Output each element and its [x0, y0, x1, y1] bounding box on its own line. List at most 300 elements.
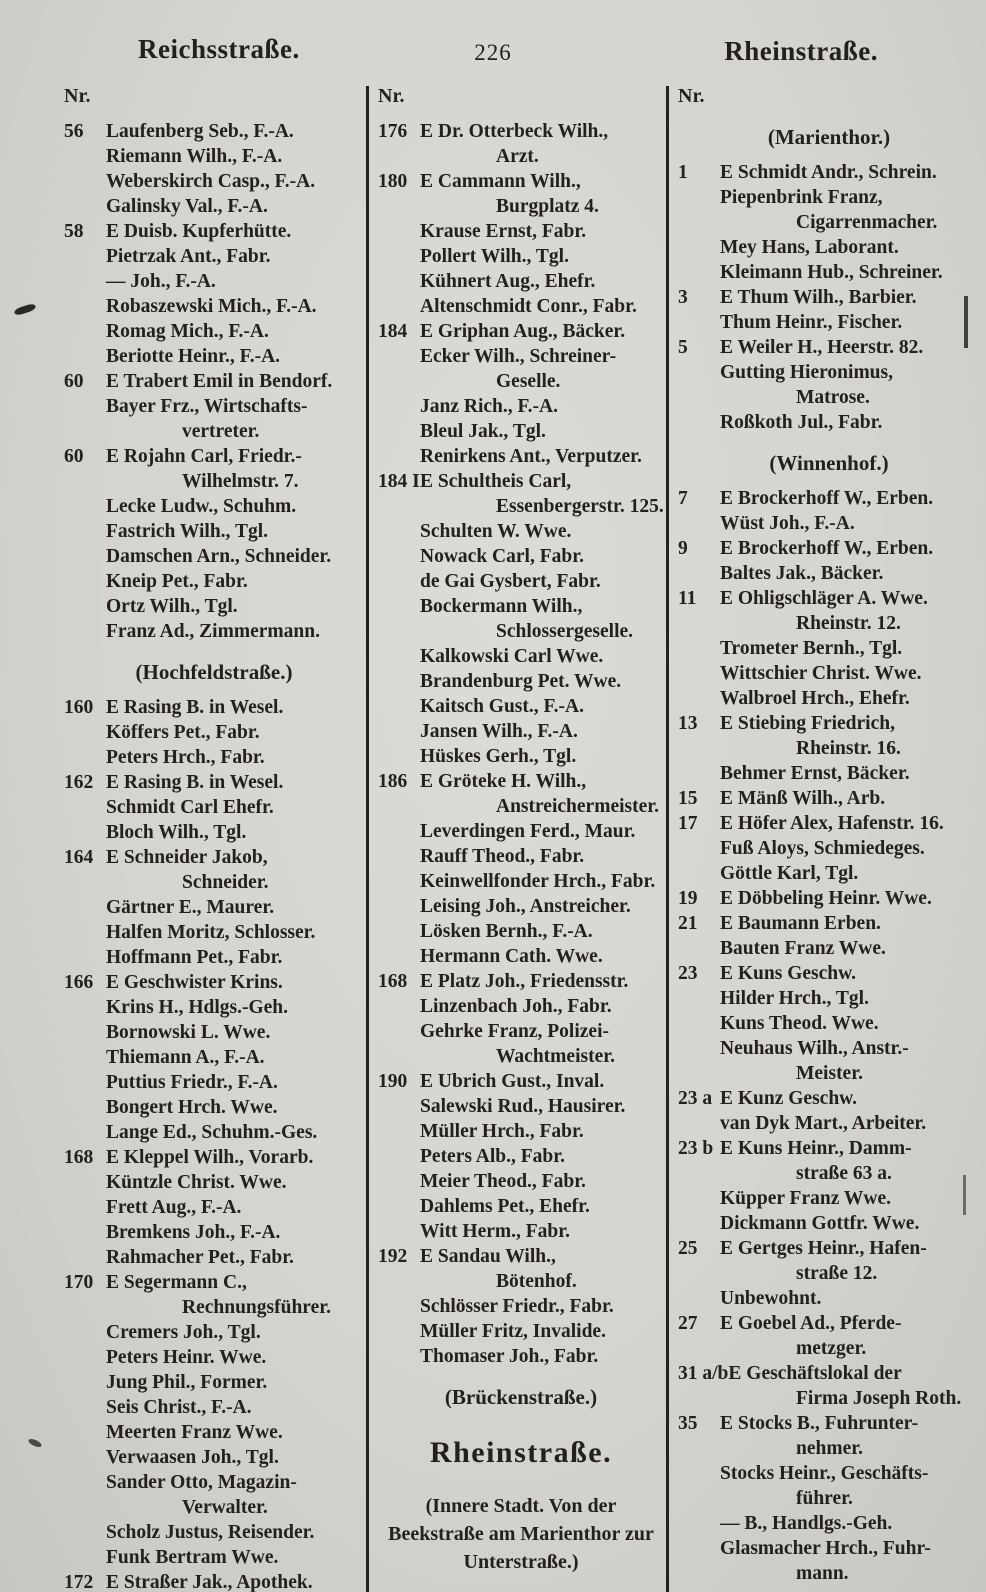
entry-continuation: mann. — [796, 1563, 849, 1584]
entry-text: Rahmacher Pet., Fabr. — [106, 1247, 294, 1268]
entry-line — [64, 1420, 364, 1445]
house-number — [64, 1220, 106, 1245]
house-number — [64, 1520, 106, 1545]
entry-text: Gehrke Franz, Polizei- — [420, 1021, 609, 1042]
street-note-line: (Innere Stadt. Von der — [425, 1495, 617, 1517]
nr-label: Nr. — [378, 85, 405, 107]
entry-text: E Schmidt Andr., Schrein. — [720, 162, 937, 183]
house-number: 184 — [378, 321, 408, 342]
entry-line — [378, 744, 664, 769]
house-number — [64, 269, 106, 294]
entry-line — [378, 269, 664, 294]
entry-line — [64, 394, 364, 419]
entry-text: Wittschier Christ. Wwe. — [720, 663, 922, 684]
column-middle — [378, 84, 664, 1576]
entry-text: E Kunz Geschw. — [720, 1088, 858, 1109]
entry-line — [64, 1470, 364, 1495]
entry-line — [678, 1511, 980, 1536]
house-number: 17 — [678, 813, 698, 834]
entry-text: van Dyk Mart., Arbeiter. — [720, 1113, 927, 1134]
entry-line — [678, 1236, 980, 1261]
entry-line — [64, 519, 364, 544]
house-number — [64, 1070, 106, 1095]
entry-continuation: Schneider. — [182, 872, 269, 893]
entry-line — [64, 695, 364, 720]
house-number: 15 — [678, 788, 698, 809]
house-number — [64, 1545, 106, 1570]
entry-line — [378, 294, 664, 319]
entry-line — [378, 1094, 664, 1119]
house-number — [64, 895, 106, 920]
house-number — [378, 219, 420, 244]
entry-text: E Trabert Emil in Bendorf. — [106, 371, 333, 392]
house-number: 176 — [378, 121, 408, 142]
entry-text: de Gai Gysbert, Fabr. — [420, 571, 601, 592]
entry-line — [378, 869, 664, 894]
entry-line — [378, 469, 664, 494]
entry-text: Halfen Moritz, Schlosser. — [106, 922, 316, 943]
house-number — [64, 1120, 106, 1145]
house-number — [64, 1445, 106, 1470]
entry-line — [378, 344, 664, 369]
entry-text: Kühnert Aug., Ehefr. — [420, 271, 596, 292]
entry-text: Bauten Franz Wwe. — [720, 938, 886, 959]
entry-line — [678, 936, 980, 961]
entry-continuation: straße 12. — [796, 1263, 878, 1284]
entry-continuation: Arzt. — [496, 146, 539, 167]
entry-line — [378, 569, 664, 594]
entry-line — [378, 119, 664, 144]
entry-text: E Segermann C., — [106, 1272, 247, 1293]
column-divider-left — [366, 86, 369, 1592]
entry-line — [64, 444, 364, 469]
street-note-line: Beekstraße am Marienthor zur — [388, 1523, 654, 1545]
entry-text: E Gröteke H. Wilh., — [420, 771, 587, 792]
entry-line — [678, 511, 980, 536]
house-number — [678, 636, 720, 661]
house-number — [378, 944, 420, 969]
entry-text: Trometer Bernh., Tgl. — [720, 638, 903, 659]
entry-line — [64, 1070, 364, 1095]
entry-text: E Straßer Jak., Apothek. — [106, 1572, 313, 1592]
scan-artifact — [964, 296, 968, 348]
entry-line — [64, 1095, 364, 1120]
entry-line — [678, 1461, 980, 1486]
house-number — [378, 669, 420, 694]
entry-text: Lösken Bernh., F.-A. — [420, 921, 593, 942]
entry-text: Unbewohnt. — [720, 1288, 822, 1309]
house-number — [378, 1194, 420, 1219]
entry-text: Franz Ad., Zimmermann. — [106, 621, 320, 642]
entry-line — [64, 619, 364, 644]
entry-text: Gutting Hieronimus, — [720, 362, 893, 383]
house-number — [678, 360, 720, 385]
house-number — [678, 1536, 720, 1561]
entry-text: Göttle Karl, Tgl. — [720, 863, 859, 884]
entry-text: Piepenbrink Franz, — [720, 187, 883, 208]
entry-line — [378, 444, 664, 469]
entry-line — [678, 285, 980, 310]
house-number — [64, 995, 106, 1020]
entry-text: Peters Heinr. Wwe. — [106, 1347, 267, 1368]
entry-text: Schulten W. Wwe. — [420, 521, 572, 542]
entry-line — [64, 895, 364, 920]
house-number — [64, 244, 106, 269]
entry-text: Robaszewski Mich., F.-A. — [106, 296, 317, 317]
house-number — [378, 869, 420, 894]
entry-text: Hoffmann Pet., Fabr. — [106, 947, 283, 968]
entry-text: Damschen Arn., Schneider. — [106, 546, 332, 567]
house-number: 172 — [64, 1572, 94, 1592]
entry-text: Thum Heinr., Fischer. — [720, 312, 903, 333]
house-number — [378, 1119, 420, 1144]
entry-text: Bongert Hrch. Wwe. — [106, 1097, 278, 1118]
entry-line — [64, 219, 364, 244]
house-number — [64, 394, 106, 419]
entry-line — [678, 260, 980, 285]
entry-continuation: Wachtmeister. — [496, 1046, 615, 1067]
house-number: 192 — [378, 1246, 408, 1267]
entry-line — [678, 836, 980, 861]
entry-line — [64, 569, 364, 594]
entry-text: E Rasing B. in Wesel. — [106, 697, 284, 718]
entry-text: Schmidt Carl Ehefr. — [106, 797, 274, 818]
entry-text: Müller Hrch., Fabr. — [420, 1121, 584, 1142]
entry-line — [678, 1111, 980, 1136]
entry-line — [378, 1144, 664, 1169]
entry-text: E Geschäftslokal der — [728, 1363, 902, 1384]
column-right — [678, 84, 980, 1586]
house-number — [378, 644, 420, 669]
house-number — [678, 310, 720, 335]
entry-text: E Cammann Wilh., — [420, 171, 581, 192]
entry-line — [64, 1345, 364, 1370]
house-number — [64, 519, 106, 544]
entry-text: Kuns Theod. Wwe. — [720, 1013, 879, 1034]
entry-line — [64, 169, 364, 194]
house-number — [378, 994, 420, 1019]
entry-line — [64, 1045, 364, 1070]
house-number — [378, 1319, 420, 1344]
entry-line — [64, 1545, 364, 1570]
entry-text: Peters Hrch., Fabr. — [106, 747, 265, 768]
house-number: 56 — [64, 121, 84, 142]
entry-text: E Mänß Wilh., Arb. — [720, 788, 886, 809]
running-head-right-street: Rheinstraße. — [724, 36, 878, 66]
house-number: 162 — [64, 772, 94, 793]
house-number: 7 — [678, 488, 688, 509]
entry-line — [678, 561, 980, 586]
entry-text: Walbroel Hrch., Ehefr. — [720, 688, 910, 709]
entry-line — [378, 969, 664, 994]
house-number — [378, 894, 420, 919]
house-number: 21 — [678, 913, 698, 934]
house-number — [64, 1045, 106, 1070]
house-number — [378, 344, 420, 369]
house-number: 13 — [678, 713, 698, 734]
entry-line — [64, 594, 364, 619]
entry-line — [378, 819, 664, 844]
entry-line — [378, 694, 664, 719]
house-number — [678, 1036, 720, 1061]
house-number — [64, 544, 106, 569]
entry-continuation: Verwalter. — [182, 1497, 268, 1518]
entry-line — [64, 294, 364, 319]
entry-line — [64, 920, 364, 945]
entry-text: Nowack Carl, Fabr. — [420, 546, 584, 567]
house-number — [378, 244, 420, 269]
entry-text: Fuß Aloys, Schmiedeges. — [720, 838, 925, 859]
house-number — [678, 1286, 720, 1311]
house-number: 164 — [64, 847, 94, 868]
entry-text: Seis Christ., F.-A. — [106, 1397, 252, 1418]
entry-text: Bockermann Wilh., — [420, 596, 583, 617]
entry-text: Riemann Wilh., F.-A. — [106, 146, 283, 167]
scan-artifact — [27, 1437, 42, 1448]
house-number — [678, 235, 720, 260]
entry-line — [64, 820, 364, 845]
entry-text: Hilder Hrch., Tgl. — [720, 988, 869, 1009]
entry-continuation: Cigarrenmacher. — [796, 212, 938, 233]
entry-line — [64, 1445, 364, 1470]
entry-text: Rauff Theod., Fabr. — [420, 846, 585, 867]
entry-line — [678, 711, 980, 736]
entry-text: E Höfer Alex, Hafenstr. 16. — [720, 813, 944, 834]
entry-text: E Döbbeling Heinr. Wwe. — [720, 888, 932, 909]
entry-line — [64, 144, 364, 169]
entry-continuation: vertreter. — [182, 421, 260, 442]
entry-line — [378, 169, 664, 194]
section-heading: (Marienthor.) — [767, 125, 891, 149]
house-number — [378, 844, 420, 869]
entry-text: E Brockerhoff W., Erben. — [720, 488, 934, 509]
section-heading: (Winnenhof.) — [769, 451, 889, 475]
nr-label: Nr. — [678, 85, 705, 107]
house-number — [64, 720, 106, 745]
entry-line — [64, 1145, 364, 1170]
house-number: 23 b — [678, 1138, 714, 1159]
house-number — [64, 594, 106, 619]
entry-line — [678, 986, 980, 1011]
entry-text: Puttius Friedr., F.-A. — [106, 1072, 278, 1093]
entry-text: E Kuns Geschw. — [720, 963, 856, 984]
house-number — [378, 1094, 420, 1119]
house-number: 25 — [678, 1238, 698, 1259]
entry-text: Jung Phil., Former. — [106, 1372, 268, 1393]
entry-line — [378, 519, 664, 544]
entry-text: Kalkowski Carl Wwe. — [420, 646, 604, 667]
entry-text: Baltes Jak., Bäcker. — [720, 563, 884, 584]
entry-line — [64, 119, 364, 144]
house-number — [378, 269, 420, 294]
entry-line — [678, 886, 980, 911]
entry-line — [64, 244, 364, 269]
house-number — [378, 819, 420, 844]
house-number — [64, 1320, 106, 1345]
entry-text: Hermann Cath. Wwe. — [420, 946, 603, 967]
entry-text: Galinsky Val., F.-A. — [106, 196, 268, 217]
house-number — [678, 511, 720, 536]
entry-text: Jansen Wilh., F.-A. — [420, 721, 578, 742]
entry-line — [678, 310, 980, 335]
entry-line — [64, 995, 364, 1020]
entry-text: E Sandau Wilh., — [420, 1246, 556, 1267]
entry-line — [678, 360, 980, 385]
page-number: 226 — [474, 40, 512, 65]
entry-line — [64, 1520, 364, 1545]
entry-text: E Griphan Aug., Bäcker. — [420, 321, 626, 342]
house-number — [678, 986, 720, 1011]
house-number: 23 a — [678, 1088, 713, 1109]
section-heading: (Brückenstraße.) — [444, 1385, 598, 1409]
entry-line — [64, 369, 364, 394]
house-number — [378, 1144, 420, 1169]
entry-line — [378, 244, 664, 269]
entry-text: Weberskirch Casp., F.-A. — [106, 171, 316, 192]
house-number — [378, 569, 420, 594]
entry-text: Glasmacher Hrch., Fuhr- — [720, 1538, 931, 1559]
house-number — [64, 1345, 106, 1370]
entry-text: Frett Aug., F.-A. — [106, 1197, 242, 1218]
entry-line — [64, 1570, 364, 1592]
entry-continuation: Burgplatz 4. — [496, 196, 599, 217]
house-number — [378, 419, 420, 444]
entry-text: E Platz Joh., Friedensstr. — [420, 971, 629, 992]
entry-text: Hüskes Gerh., Tgl. — [420, 746, 577, 767]
entry-line — [678, 786, 980, 811]
entry-text: Leising Joh., Anstreicher. — [420, 896, 631, 917]
entry-text: E Goebel Ad., Pferde- — [720, 1313, 902, 1334]
entry-text: Salewski Rud., Hausirer. — [420, 1096, 626, 1117]
house-number — [678, 185, 720, 210]
house-number: 170 — [64, 1272, 94, 1293]
entry-line — [678, 1086, 980, 1111]
house-number — [378, 1169, 420, 1194]
entry-text: E Rasing B. in Wesel. — [106, 772, 284, 793]
entry-line — [678, 1311, 980, 1336]
entry-text: E Geschwister Krins. — [106, 972, 283, 993]
entry-line — [64, 269, 364, 294]
entry-continuation: Anstreichermeister. — [496, 796, 659, 817]
house-number — [378, 719, 420, 744]
running-head-left-street: Reichsstraße. — [138, 34, 300, 64]
entry-text: Stocks Heinr., Geschäfts- — [720, 1463, 929, 1484]
house-number — [378, 1344, 420, 1369]
entry-line — [678, 686, 980, 711]
house-number: 27 — [678, 1313, 698, 1334]
house-number — [678, 861, 720, 886]
column-left — [64, 84, 364, 1592]
entry-line — [378, 894, 664, 919]
house-number — [678, 1011, 720, 1036]
entry-line — [64, 544, 364, 569]
house-number — [678, 561, 720, 586]
entry-line — [64, 1370, 364, 1395]
house-number — [678, 1211, 720, 1236]
entry-continuation: führer. — [796, 1488, 853, 1509]
house-number — [64, 569, 106, 594]
entry-line — [678, 1361, 980, 1386]
entry-text: Keinwellfonder Hrch., Fabr. — [420, 871, 656, 892]
entry-line — [64, 770, 364, 795]
entry-continuation: Schlossergeselle. — [496, 621, 634, 642]
entry-text: E Kleppel Wilh., Vorarb. — [106, 1147, 314, 1168]
house-number: 11 — [678, 588, 697, 609]
house-number — [678, 936, 720, 961]
entry-text: Leverdingen Ferd., Maur. — [420, 821, 636, 842]
entry-line — [678, 761, 980, 786]
entry-line — [64, 194, 364, 219]
entry-text: Ecker Wilh., Schreiner- — [420, 346, 617, 367]
entry-text: Müller Fritz, Invalide. — [420, 1321, 606, 1342]
entry-line — [378, 1294, 664, 1319]
entry-line — [64, 1120, 364, 1145]
entry-line — [378, 844, 664, 869]
house-number — [678, 661, 720, 686]
entry-line — [678, 1136, 980, 1161]
entry-text: Mey Hans, Laborant. — [720, 237, 899, 258]
street-title: Rheinstraße. — [429, 1436, 613, 1469]
house-number: 35 — [678, 1413, 698, 1434]
house-number: 186 — [378, 771, 408, 792]
entry-text: E Weiler H., Heerstr. 82. — [720, 337, 924, 358]
house-number — [64, 169, 106, 194]
entry-line — [378, 594, 664, 619]
house-number: 160 — [64, 697, 94, 718]
house-number: 5 — [678, 337, 688, 358]
house-number: 58 — [64, 221, 84, 242]
house-number — [678, 1186, 720, 1211]
entry-text: Funk Bertram Wwe. — [106, 1547, 279, 1568]
entry-text: Sander Otto, Magazin- — [106, 1472, 297, 1493]
house-number — [378, 519, 420, 544]
entry-line — [678, 961, 980, 986]
house-number: 31 a/b — [678, 1363, 729, 1384]
entry-continuation: Meister. — [796, 1063, 863, 1084]
house-number: 9 — [678, 538, 688, 559]
entry-text: Küpper Franz Wwe. — [720, 1188, 891, 1209]
entry-continuation: Rechnungsführer. — [182, 1297, 331, 1318]
entry-text: Linzenbach Joh., Fabr. — [420, 996, 612, 1017]
house-number — [64, 1370, 106, 1395]
scan-artifact — [13, 303, 36, 316]
entry-line — [64, 845, 364, 870]
entry-text: Romag Mich., F.-A. — [106, 321, 269, 342]
entry-line — [378, 1244, 664, 1269]
entry-line — [678, 160, 980, 185]
entry-continuation: Geselle. — [496, 371, 561, 392]
entry-text: Brandenburg Pet. Wwe. — [420, 671, 622, 692]
entry-text: Scholz Justus, Reisender. — [106, 1522, 315, 1543]
house-number — [378, 294, 420, 319]
house-number — [378, 594, 420, 619]
entry-text: — B., Handlgs.-Geh. — [720, 1513, 893, 1534]
entry-text: E Baumann Erben. — [720, 913, 881, 934]
entry-text: Wüst Joh., F.-A. — [720, 513, 855, 534]
entry-text: E Ubrich Gust., Inval. — [420, 1071, 605, 1092]
entry-line — [678, 235, 980, 260]
entry-line — [678, 410, 980, 435]
entry-text: Laufenberg Seb., F.-A. — [106, 121, 294, 142]
entry-text: Kaitsch Gust., F.-A. — [420, 696, 584, 717]
entry-line — [678, 586, 980, 611]
entry-text: E Kuns Heinr., Damm- — [720, 1138, 912, 1159]
entry-line — [64, 720, 364, 745]
entry-line — [64, 1170, 364, 1195]
entry-line — [678, 661, 980, 686]
entry-text: E Duisb. Kupferhütte. — [106, 221, 292, 242]
house-number — [64, 619, 106, 644]
